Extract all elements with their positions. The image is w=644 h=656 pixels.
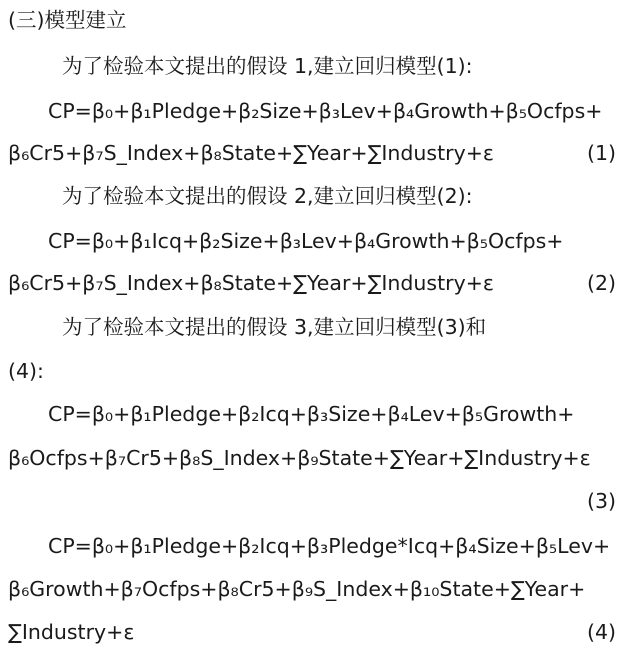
equation-2-line-2: β₆Cr5+β₇S_Index+β₈State+∑Year+∑Industry+ε xyxy=(8,271,494,295)
intro-hypothesis-3-line-2: (4): xyxy=(8,359,44,383)
intro-hypothesis-2: 为了检验本文提出的假设 2,建立回归模型(2): xyxy=(62,184,473,208)
intro-hypothesis-3-line-1: 为了检验本文提出的假设 3,建立回归模型(3)和 xyxy=(62,315,487,339)
equation-1-line-1: CP=β₀+β₁Pledge+β₂Size+β₃Lev+β₄Growth+β₅Ocfps+ xyxy=(48,99,603,123)
section-heading: (三)模型建立 xyxy=(8,8,127,32)
intro-hypothesis-1: 为了检验本文提出的假设 1,建立回归模型(1): xyxy=(62,54,473,78)
equation-2-line-1: CP=β₀+β₁Icq+β₂Size+β₃Lev+β₄Growth+β₅Ocfps+ xyxy=(48,229,564,253)
equation-4-number: (4) xyxy=(586,620,616,644)
equation-1-line-2: β₆Cr5+β₇S_Index+β₈State+∑Year+∑Industry+ε xyxy=(8,141,494,165)
equation-3-line-2: β₆Ocfps+β₇Cr5+β₈S_Index+β₉State+∑Year+∑Industry+ε xyxy=(8,446,591,470)
equation-1-number: (1) xyxy=(586,141,616,165)
equation-4-line-3: ∑Industry+ε xyxy=(8,620,135,644)
equation-3-number: (3) xyxy=(586,489,616,513)
equation-4-line-1: CP=β₀+β₁Pledge+β₂Icq+β₃Pledge*Icq+β₄Size+β₅Lev+ xyxy=(48,534,611,558)
equation-4-line-2: β₆Growth+β₇Ocfps+β₈Cr5+β₉S_Index+β₁₀State+∑Year+ xyxy=(8,577,586,601)
equation-3-line-1: CP=β₀+β₁Pledge+β₂Icq+β₃Size+β₄Lev+β₅Growth+ xyxy=(48,402,575,426)
equation-2-number: (2) xyxy=(586,271,616,295)
